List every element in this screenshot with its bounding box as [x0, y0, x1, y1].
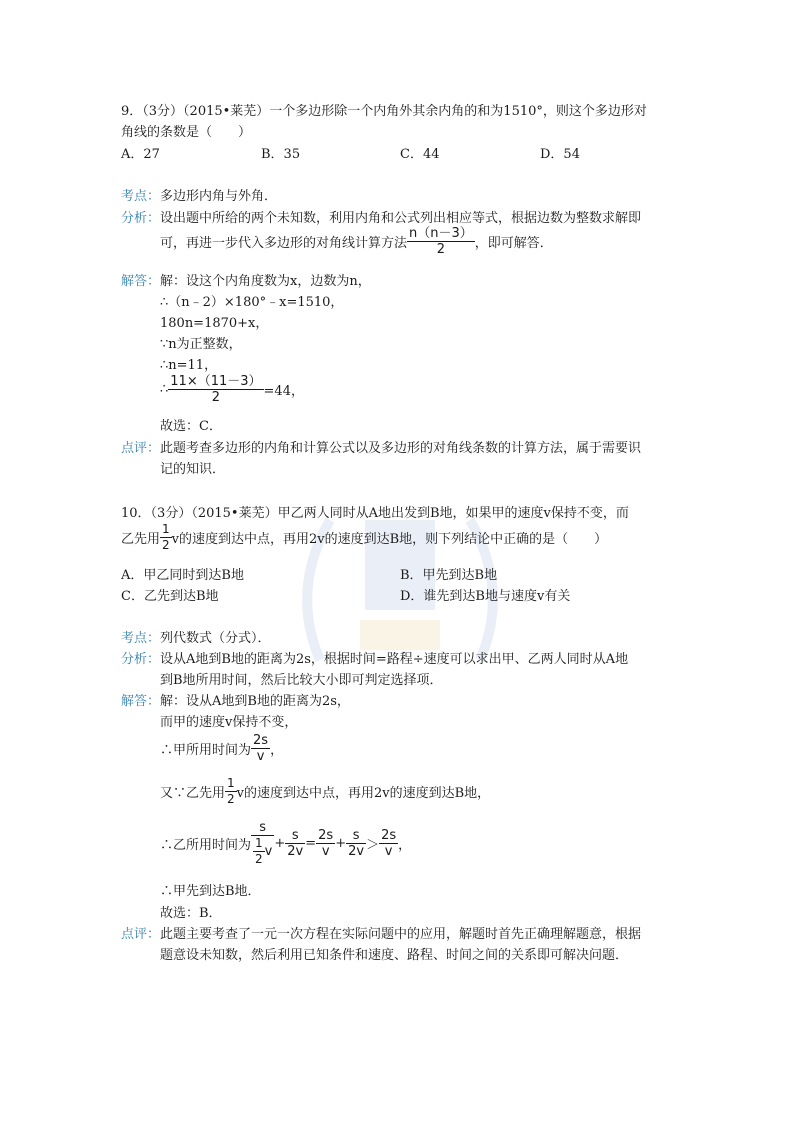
q10-yi-time-fraction4 [346, 828, 366, 859]
q10-f2-den: 2v [287, 844, 304, 859]
q10-kaodian [121, 627, 271, 646]
q10-fenxi-line2: 到B地所用时间，然后比较大小即可判定选择项． [160, 673, 443, 688]
q10-f1-den-half-den: 2 [255, 852, 263, 866]
q10-option-d: D．谁先到达B地与速度v有关 [400, 589, 571, 604]
q9-jieda-answer: 故选：C． [160, 419, 222, 434]
q10-half-den: 2 [162, 538, 170, 552]
q9-formula-den: 2 [436, 242, 446, 257]
q10-f1-den [251, 836, 274, 867]
q10-f1-den-v: v [264, 844, 273, 859]
q10-jieda-line4 [160, 776, 490, 807]
q10-f1-den-half-num: 1 [255, 836, 263, 850]
q10-jieda3-pre: ∴甲所用时间为 [160, 743, 252, 758]
q10-plus2: + [335, 836, 347, 851]
q9-dianping [121, 437, 641, 456]
q9-jieda-label: 解答： [121, 274, 161, 289]
q9-fenxi2-post: ，即可解答． [474, 236, 553, 251]
q10-greater-than: ＞ [366, 838, 380, 853]
q10-f4-den: 2v [348, 844, 365, 859]
q10-jieda-answer: 故选：B． [160, 906, 222, 921]
q10-fenxi [121, 648, 628, 667]
q10-jia-time-num: 2s [253, 733, 269, 748]
q10-jieda-line1: 解：设从A地到B地的距离为2s， [160, 694, 350, 709]
q9-formula-num: n（n－3） [409, 226, 473, 241]
q9-kaodian [121, 185, 277, 204]
q10-kaodian-text: 列代数式（分式）． [160, 631, 271, 646]
q10-jieda-line6: ∴甲先到达B地． [160, 884, 261, 899]
q9-dianping-line1: 此题考查多边形的内角和计算公式以及多边形的对角线条数的计算方法，属于需要识 [160, 441, 642, 456]
q10-jieda4-pre: 又∵乙先用 [160, 786, 226, 801]
q9-fenxi-label: 分析： [121, 211, 161, 226]
q10-option-b: B．甲先到达B地 [400, 568, 498, 583]
q10-f1-den-half [253, 836, 265, 867]
q10-jieda4-half-fraction [225, 776, 237, 807]
q9-diagonal-formula [407, 226, 475, 257]
q9-fenxi [121, 207, 641, 226]
q10-jieda4-half-den: 2 [227, 792, 235, 806]
q10-jieda4-half-num: 1 [227, 776, 235, 790]
q9-option-b: B．35 [261, 147, 301, 162]
q10-yi-time-fraction3 [316, 828, 335, 859]
q10-jieda5-post: ， [398, 838, 412, 853]
q9-option-d: D．54 [540, 147, 580, 162]
q10-f3-den: v [321, 844, 330, 859]
q10-f2-num: s [285, 828, 305, 844]
q9-jieda [121, 270, 371, 289]
q10-fenxi-label: 分析： [121, 652, 161, 667]
q9-fenxi-line2 [160, 226, 553, 257]
q9-jieda-line4: ∵n为正整数， [160, 337, 242, 352]
q10-jieda-line5 [160, 820, 411, 867]
q9-diagonal-count-fraction [168, 374, 263, 405]
q10-dianping [121, 923, 641, 942]
q10-half-num: 1 [162, 522, 170, 536]
q9-dianping-line2: 记的知识． [160, 462, 226, 477]
q10-header-cont [121, 522, 607, 553]
q9-option-c: C．44 [400, 147, 440, 162]
q9-fenxi2-pre: 可，再进一步代入多边形的对角线计算方法 [160, 236, 408, 251]
q10-kaodian-label: 考点： [121, 631, 161, 646]
q10-f3-num: 2s [318, 828, 334, 843]
q9-jieda6-post: =44， [263, 384, 304, 399]
q9-jieda-line5: ∴n=11， [160, 358, 218, 373]
q10-f5-den: v [384, 844, 393, 859]
q10-yi-time-fraction5 [379, 828, 398, 859]
q10-yi-time-fraction2 [285, 828, 305, 859]
q9-kaodian-label: 考点： [121, 189, 161, 204]
q10-f4-num: s [346, 828, 366, 844]
q9-jieda-line2: ∴（n﹣2）×180°﹣x=1510， [160, 295, 344, 310]
q10-f1-num: s [251, 820, 274, 836]
q10-plus1: + [274, 836, 286, 851]
q9-header-cont: 角线的条数是（ ） [121, 125, 252, 140]
q10-yi-time-fraction1 [251, 820, 274, 867]
q10-jieda-line3 [160, 733, 283, 764]
q10-jieda5-pre: ∴乙所用时间为 [160, 838, 252, 853]
q10-jieda3-post: ， [270, 743, 284, 758]
q9-jieda-line1: 解：设这个内角度数为x，边数为n， [160, 274, 371, 289]
q10-dianping-line2: 题意设未知数，然后利用已知条件和速度、路程、时间之间的关系即可解决问题． [160, 948, 629, 963]
q9-jieda-line3: 180n=1870+x， [160, 316, 269, 331]
q10-jieda4-post: v的速度到达中点，再用2v的速度到达B地， [236, 786, 491, 801]
q10-jieda-label: 解答： [121, 694, 161, 709]
q10-header: 10．（3分）（2015•莱芜）甲乙两人同时从A地出发到B地，如果甲的速度v保持不变，而 [121, 506, 629, 521]
q9-jieda6-pre: ∴ [160, 382, 169, 397]
q10-equals: = [305, 836, 317, 851]
q10-fenxi-line1: 设从A地到B地的距离为2s，根据时间=路程÷速度可以求出甲、乙两人同时从A地 [160, 652, 629, 667]
q9-jieda-line6 [160, 374, 304, 405]
q10-option-c: C．乙先到达B地 [121, 589, 219, 604]
q10-jia-time-den: v [256, 749, 265, 764]
q9-header: 9．（3分）（2015•莱芜）一个多边形除一个内角外其余内角的和为1510°，则这个多边形对 [121, 104, 647, 119]
q9-dianping-label: 点评： [121, 441, 161, 456]
q9-count-num: 11×（11－3） [170, 374, 262, 389]
q10-header2-post: v的速度到达中点，再用2v的速度到达B地，则下列结论中正确的是（ ） [171, 532, 608, 547]
q9-kaodian-text: 多边形内角与外角． [160, 189, 278, 204]
q10-jia-time-fraction [251, 733, 270, 764]
q9-option-a: A．27 [121, 147, 160, 162]
q10-half-fraction [160, 522, 172, 553]
q10-option-a: A．甲乙同时到达B地 [121, 568, 244, 583]
q10-jieda [121, 690, 350, 709]
q10-f5-num: 2s [381, 828, 397, 843]
q10-header2-pre: 乙先用 [121, 532, 161, 547]
q10-jieda-line2: 而甲的速度v保持不变， [160, 715, 298, 730]
q9-count-den: 2 [211, 390, 221, 405]
q10-dianping-label: 点评： [121, 927, 161, 942]
q9-fenxi-line1: 设出题中所给的两个未知数，利用内角和公式列出相应等式，根据边数为整数求解即 [160, 211, 642, 226]
q10-dianping-line1: 此题主要考查了一元一次方程在实际问题中的应用，解题时首先正确理解题意，根据 [160, 927, 642, 942]
